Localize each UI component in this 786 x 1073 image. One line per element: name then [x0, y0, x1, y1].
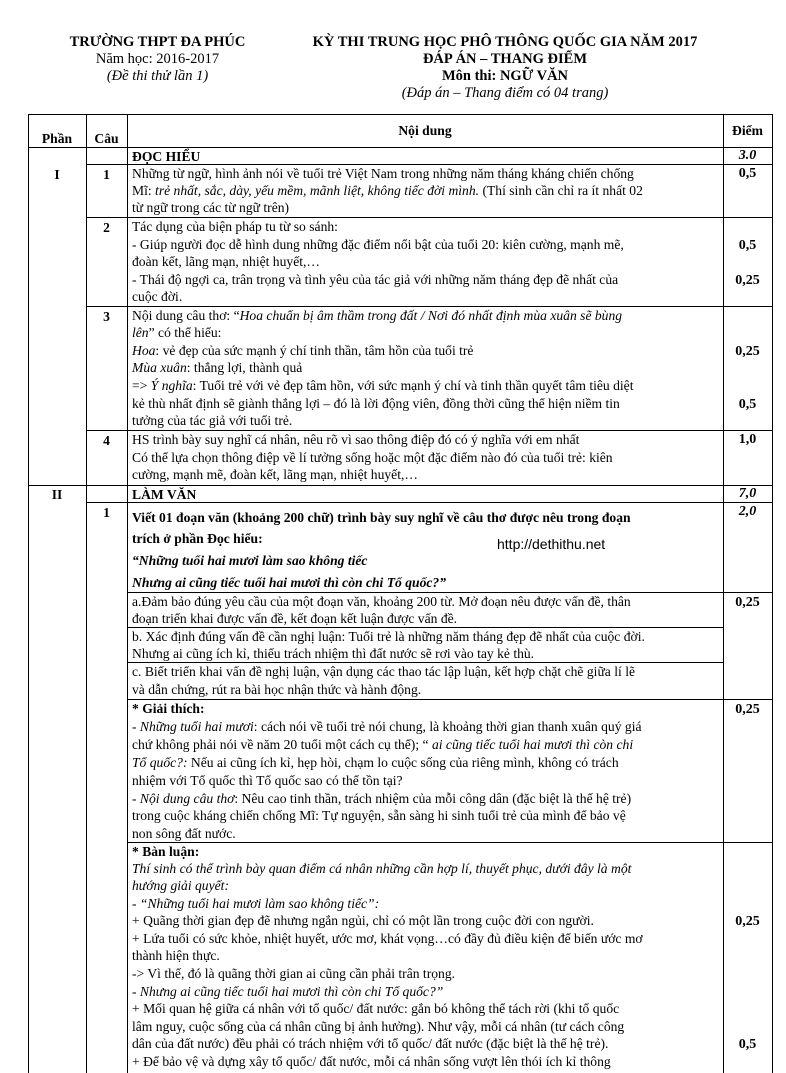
watermark-link[interactable]: http://dethithu.net — [497, 536, 606, 552]
explain-score: 0,25 — [735, 702, 760, 717]
q4-score: 1,0 — [738, 432, 757, 447]
explain-line-4: nhiệm với Tổ quốc thì Tổ quốc sao có thể tồn tại? — [132, 773, 403, 788]
q3-line-5: => Ý nghĩa: Tuổi trẻ với vẻ đẹp tâm hồn, với sức mạnh ý chí và tinh thần quyết tâm tiêu diệt — [132, 378, 634, 393]
q3-line-3: Hoa: vẻ đẹp của sức mạnh ý chí tinh thần, tâm hồn của tuổi trẻ — [132, 343, 474, 358]
q1-line-2: Mĩ: trẻ nhất, sắc, dày, yếu mềm, mãnh liệt, không tiếc đời mình. (Thí sinh cần chỉ ra ít nhất 02 — [132, 183, 643, 198]
header-score: Điểm — [732, 123, 763, 138]
question-number-3: 3 — [103, 309, 110, 324]
table-border-top — [28, 114, 773, 115]
q3-line-7: tưởng của tác giả với tuổi trẻ. — [132, 413, 293, 428]
discuss-line-12: + Để bảo vệ và dựng xây tổ quốc/ đất nước, mỗi cá nhân sống vượt lên thói ích kỉ thông — [132, 1054, 611, 1069]
part-label-1: I — [54, 167, 60, 182]
question-number-2: 2 — [103, 220, 110, 235]
subject-title: Môn thi: NGỮ VĂN — [441, 68, 569, 84]
exam-title: KỲ THI TRUNG HỌC PHÔ THÔNG QUỐC GIA NĂM 2017 — [312, 34, 698, 50]
q2-line-1: Tác dụng của biện pháp tu từ so sánh: — [132, 219, 338, 234]
requirement-b-line-1: b. Xác định đúng vấn đề cần nghị luận: Tuổi trẻ là những năm tháng đẹp đẽ nhất của cuộc đời. — [132, 629, 645, 644]
header-question: Câu — [94, 131, 119, 146]
table-border-left — [28, 114, 29, 1073]
discuss-line-11: dân của đất nước) đều phải có trách nhiệm với tổ quốc/ đất nước (đặc biệt là thế hệ trẻ). — [132, 1036, 609, 1051]
explain-line-3: Tổ quốc?: Nếu ai cũng ích kỉ, hẹp hòi, chạm lo cuộc sống của riêng mình, không có trách — [132, 755, 619, 770]
discuss-title: * Bàn luận: — [132, 844, 200, 859]
discuss-score-1: 0,25 — [735, 914, 760, 929]
q3-line-2: lên” có thể hiểu: — [132, 325, 222, 340]
q2-line-2: - Giúp người đọc dễ hình dung những đặc điểm nổi bật của tuổi 20: kiên cường, mạnh mẽ, — [132, 237, 624, 252]
w1-line-1: Viết 01 đoạn văn (khoảng 200 chữ) trình bày suy nghĩ về câu thơ được nêu trong đoạn — [132, 510, 631, 525]
requirement-c-line-1: c. Biết triển khai vấn đề nghị luận, vận dụng các thao tác lập luận, kết hợp chặt chẽ giữa lí lẽ — [132, 664, 636, 679]
question-number-w1: 1 — [103, 505, 110, 520]
discuss-score-2: 0,5 — [738, 1037, 757, 1052]
q3-score-2: 0,5 — [738, 397, 757, 412]
discuss-line-6: thành hiện thực. — [132, 948, 220, 963]
table-border-right — [772, 114, 773, 1073]
requirement-a-line-1: a.Đảm bảo đúng yêu cầu của một đoạn văn, khoảng 200 từ. Mở đoạn nêu được vấn đề, thân — [132, 594, 631, 609]
row-line-explain — [127, 699, 773, 700]
discuss-line-5: + Lứa tuổi có sức khỏe, nhiệt huyết, ước mơ, khát vọng…có đầy đủ điều kiện để biến ước mơ — [132, 931, 643, 946]
answer-title: ĐÁP ÁN – THANG ĐIỂM — [422, 51, 588, 67]
col-divider-question — [127, 114, 128, 1073]
q4-line-2: Có thể lựa chọn thông điệp về lí tưởng sống hoặc một đặc điểm nào đó của tuổi trẻ: kiên — [132, 450, 613, 465]
q4-line-3: cường, mạnh mẽ, đoàn kết, lãng mạn, nhiệt huyết,… — [132, 467, 418, 482]
explain-line-1: - Những tuổi hai mươi: cách nói về tuổi trẻ nói chung, là khoảng thời gian thanh xuân quý giá — [132, 719, 642, 734]
col-divider-part — [86, 114, 87, 1073]
discuss-line-9: + Mối quan hệ giữa cá nhân với tổ quốc/ đất nước: gắn bó không thể tách rời (khi tổ quốc — [132, 1001, 620, 1016]
q2-line-5: cuộc đời. — [132, 289, 183, 304]
pages-note: (Đáp án – Thang điểm có 04 trang) — [401, 85, 609, 101]
w1-line-4: Nhưng ai cũng tiếc tuổi hai mươi thì còn chi Tổ quốc?” — [132, 575, 446, 590]
requirement-a-line-2: đoạn triển khai được vấn đề, kết đoạn kết luận được vấn đề. — [132, 611, 458, 626]
section-title-reading: ĐỌC HIỂU — [132, 149, 201, 164]
explain-line-6: trong cuộc kháng chiến chống Mĩ: Tự nguyện, sẵn sàng hi sinh tuổi trẻ của mình để bảo vệ — [132, 808, 626, 823]
q4-line-1: HS trình bày suy nghĩ cá nhân, nêu rõ vì sao thông điệp đó có ý nghĩa với em nhất — [132, 432, 580, 447]
q3-line-1: Nội dung câu thơ: “Hoa chuẩn bị âm thầm trong đất / Nơi đó nhất định mùa xuân sẽ bùng — [132, 308, 623, 323]
q1-line-3: từ ngữ trong các từ ngữ trên) — [132, 200, 290, 215]
w1-line-2: trích ở phần Đọc hiểu: — [132, 531, 263, 546]
explain-title: * Giải thích: — [132, 701, 205, 716]
q2-score-1: 0,5 — [738, 238, 757, 253]
explain-line-7: non sông đất nước. — [132, 826, 236, 841]
w1-line-3: “Những tuổi hai mươi làm sao không tiếc — [132, 553, 368, 568]
section-score-writing: 7,0 — [738, 486, 757, 501]
q2-line-3: đoàn kết, lãng mạn, nhiệt huyết,… — [132, 254, 321, 269]
q1-score: 0,5 — [738, 166, 757, 181]
requirement-score: 0,25 — [735, 595, 760, 610]
exam-attempt: (Đề thi thử lần 1) — [106, 68, 209, 84]
school-year: Năm học: 2016-2017 — [95, 51, 220, 67]
q3-line-6: kẻ thù nhất định sẽ giành thắng lợi – đó là lời động viên, đồng thời cũng thể hiện niềm tin — [132, 396, 620, 411]
discuss-line-3: - “Những tuổi hai mươi làm sao không tiếc”: — [132, 896, 380, 911]
w1-score: 2,0 — [738, 504, 757, 519]
part-label-2: II — [51, 487, 63, 502]
discuss-line-4: + Quãng thời gian đẹp đẽ nhưng ngắn ngủi, chỉ có một lần trong cuộc đời con người. — [132, 913, 594, 928]
explain-line-5: - Nội dung câu thơ: Nêu cao tinh thần, trách nhiệm của mỗi công dân (đặc biệt là thế hệ trẻ) — [132, 791, 632, 806]
explain-line-2: chứ không phải nói về năm 20 tuổi một cách cụ thể); “ ai cũng tiếc tuổi hai mươi thì còn chi — [132, 737, 634, 752]
q3-line-4: Mùa xuân: thắng lợi, thành quả — [132, 360, 303, 375]
requirement-b-line-2: Nhưng ai cũng ích kỉ, thiếu trách nhiệm thì đất nước sẽ rơi vào tay kẻ thù. — [132, 646, 535, 661]
q2-line-4: - Thái độ ngợi ca, trân trọng và tình yêu của tác giả với những năm tháng đẹp đẽ nhất của — [132, 272, 619, 287]
requirement-c-line-2: và dẫn chứng, rút ra bài học nhận thức và hành động. — [132, 682, 422, 697]
q3-score-1: 0,25 — [735, 344, 760, 359]
header-content: Nội dung — [398, 123, 452, 138]
section-title-writing: LÀM VĂN — [132, 487, 197, 502]
discuss-line-7: -> Vì thế, đó là quãng thời gian ai cũng cần phải trân trọng. — [132, 966, 456, 981]
school-name: TRƯỜNG THPT ĐA PHÚC — [69, 34, 246, 50]
discuss-line-8: - Nhưng ai cũng tiếc tuổi hai mươi thì còn chi Tổ quốc?” — [132, 984, 444, 999]
header-part: Phần — [41, 131, 73, 146]
question-number-4: 4 — [103, 433, 110, 448]
section-score-reading: 3.0 — [738, 148, 757, 163]
discuss-line-2: hướng giải quyết: — [132, 878, 229, 893]
question-number-1: 1 — [103, 167, 110, 182]
q1-line-1: Những từ ngữ, hình ảnh nói về tuổi trẻ Việt Nam trong những năm tháng kháng chiến chống — [132, 166, 634, 181]
discuss-line-10: lâm nguy, cuộc sống của cá nhân cũng bị ảnh hưởng). Như vậy, mỗi cá nhân (tư cách công — [132, 1019, 625, 1034]
q2-score-2: 0,25 — [735, 273, 760, 288]
discuss-line-1: Thí sinh có thể trình bày quan điểm cá nhân những cần hợp lí, thuyết phục, dưới đây là một — [132, 861, 632, 876]
